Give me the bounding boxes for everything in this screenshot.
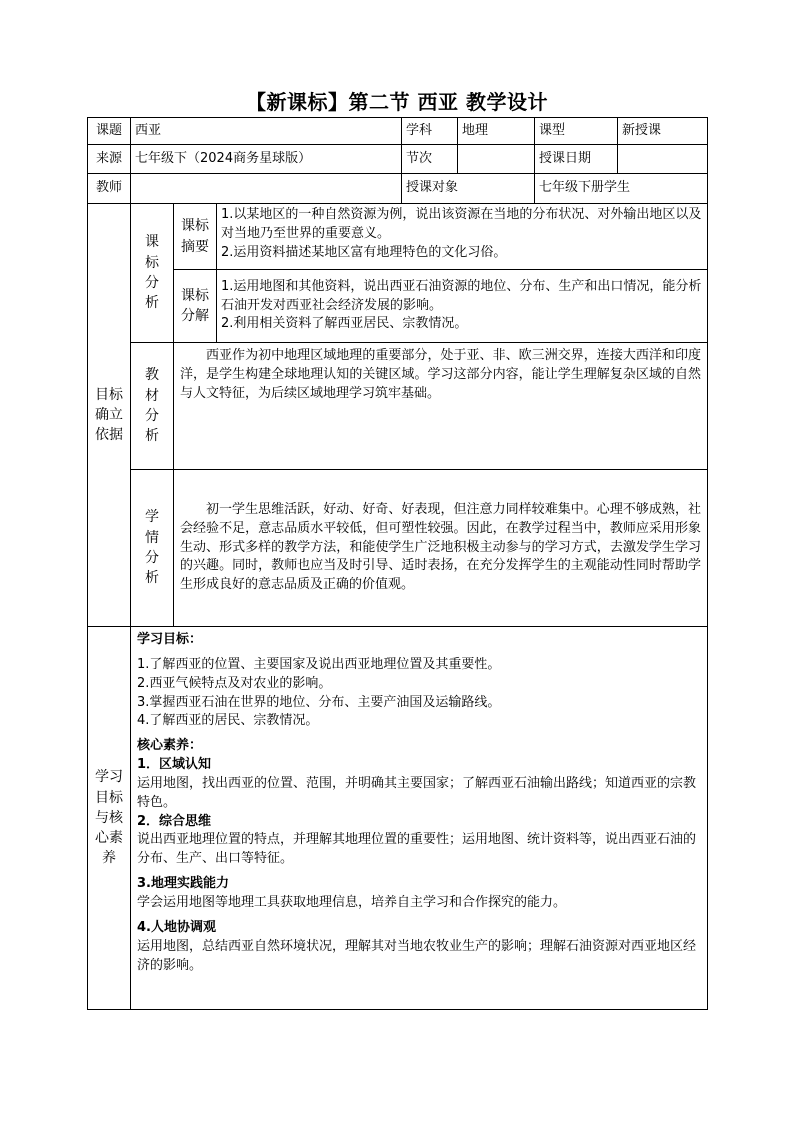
- core-text: 运用地图，总结西亚自然环境状况，理解其对当地农牧业生产的影响；理解石油资源对西亚地区经济的影响。: [137, 938, 697, 973]
- core-title: 核心素养：: [137, 738, 203, 754]
- summary-label: 课标 摘要: [174, 204, 217, 270]
- info-row-2: [88, 145, 708, 174]
- info-row-3: [88, 174, 708, 204]
- date-label: 授课日期: [535, 145, 618, 174]
- curriculum-analysis-label: 课 标 分 析: [131, 204, 174, 343]
- decompose-label: 课标 分解: [174, 270, 217, 343]
- textbook-analysis-text: 西亚作为初中地理区域地理的重要部分，处于亚、非、欧三洲交界，连接大西洋和印度洋，是学生构建全球地理认知的关键区域。学习这部分内容，能让学生理解复杂区域的自然与人文特征，为后续区域地理学习筑牢基础。: [174, 343, 708, 470]
- decompose-text: 1.运用地图和其他资料，说出西亚石油资源的地位、分布、生产和出口情况，能分析石油开发对西亚社会经济发展的影响。 2.利用相关资料了解西亚居民、宗教情况。: [217, 270, 708, 343]
- core-text: 学会运用地图等地理工具获取地理信息，培养自主学习和合作探究的能力。: [137, 894, 567, 910]
- topic-value: 西亚: [131, 118, 402, 145]
- type-value: 新授课: [618, 118, 708, 145]
- teacher-label: 教师: [88, 174, 131, 204]
- objectives-title: 学习目标：: [137, 632, 203, 647]
- textbook-analysis-label: 教 材 分 析: [131, 343, 174, 470]
- core-heading: 3.地理实践能力: [137, 876, 229, 892]
- audience-label: 授课对象: [402, 174, 535, 204]
- core-heading: 4.人地协调观: [137, 919, 216, 935]
- summary-text: 1.以某地区的一种自然资源为例，说出该资源在当地的分布状况、对外输出地区以及对当地乃至世界的重要意义。 2.运用资料描述某地区富有地理特色的文化习俗。: [217, 204, 708, 270]
- goals-label: 学习 目标 与核 心素 养: [88, 627, 131, 1010]
- objective-item: 2.西亚气候特点及对农业的影响。: [137, 675, 332, 691]
- goals-row: [88, 627, 708, 1010]
- page-title: 【新课标】第二节 西亚 教学设计: [246, 90, 548, 114]
- session-label: 节次: [402, 145, 458, 174]
- students-row: [88, 470, 708, 627]
- subject-value: 地理: [458, 118, 535, 145]
- teacher-value: [131, 174, 402, 204]
- student-analysis-label: 学 情 分 析: [131, 470, 174, 627]
- type-label: 课型: [535, 118, 618, 145]
- objective-item: 1.了解西亚的位置、主要国家及说出西亚地理位置及其重要性。: [137, 656, 501, 672]
- session-value: [458, 145, 535, 174]
- objective-item: 4.了解西亚的居民、宗教情况。: [137, 713, 319, 729]
- lesson-plan-table: [87, 117, 708, 1010]
- decompose-row: [88, 270, 708, 343]
- audience-value: 七年级下册学生: [535, 174, 708, 204]
- subject-label: 学科: [402, 118, 458, 145]
- objective-item: 3.掌握西亚石油在世界的地位、分布、主要产油国及运输路线。: [137, 694, 501, 710]
- source-value: 七年级下（2024商务星球版）: [131, 145, 402, 174]
- date-value: [618, 145, 708, 174]
- info-row-1: [88, 118, 708, 145]
- textbook-row: [88, 343, 708, 470]
- core-heading: 2．综合思维: [137, 813, 212, 829]
- student-analysis-text: 初一学生思维活跃，好动、好奇、好表现，但注意力同样较难集中。心理不够成熟，社会经验不足，意志品质水平较低，但可塑性较强。因此，在教学过程当中，教师应采用形象生动、形式多样的教学方法，和能使学生广泛地积极主动参与的学习方式，去激发学生学习的兴趣。同时，教师也应当及时引导、适时表扬，在充分发挥学生的主观能动性同时帮助学生形成良好的意志品质及正确的价值观。: [174, 470, 708, 627]
- goals-content: [131, 627, 708, 1010]
- core-text: 运用地图，找出西亚的位置、范围，并明确其主要国家；了解西亚石油输出路线；知道西亚的宗教特色。: [137, 775, 697, 810]
- topic-label: 课题: [88, 118, 131, 145]
- core-text: 说出西亚地理位置的特点，并理解其地理位置的重要性；运用地图、统计资料等，说出西亚石油的分布、生产、出口等特征。: [137, 832, 697, 867]
- core-heading: 1．区域认知: [137, 757, 212, 773]
- source-label: 来源: [88, 145, 131, 174]
- basis-label: 目标 确立 依据: [88, 204, 131, 627]
- summary-row: [88, 204, 708, 270]
